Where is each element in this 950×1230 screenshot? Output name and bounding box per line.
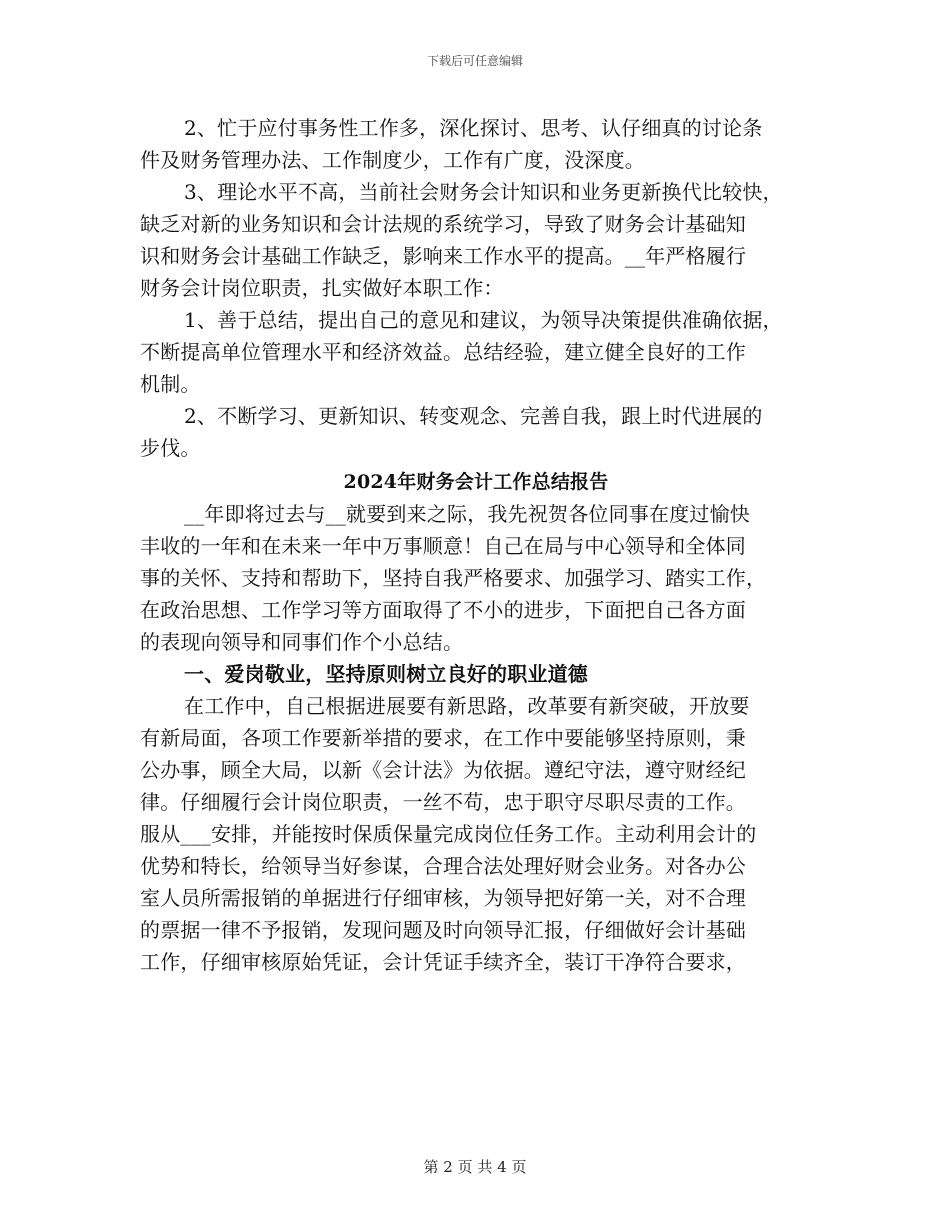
text-line: 的票据一律不予报销，发现问题及时向领导汇报，仔细做好会计基础 [140,918,746,942]
page-header: 下载后可任意编辑 [426,54,523,68]
text-line: 室人员所需报销的单据进行仔细审核，为领导把好第一关，对不合理 [140,886,746,910]
text-line: 工作，仔细审核原始凭证，会计凭证手续齐全，装订干净符合要求， [140,950,746,974]
text-line: 缺乏对新的业务知识和会计法规的系统学习，导致了财务会计基础知 [140,212,746,236]
text-line: 机制。 [140,372,201,396]
text-line: 事的关怀、支持和帮助下，坚持自我严格要求、加强学习、踏实工作， [140,566,767,590]
text-line: 识和财务会计基础工作缺乏，影响来工作水平的提高。__年严格履行 [140,244,747,268]
text-line: 有新局面，各项工作要新举措的要求，在工作中要能够坚持原则，秉 [140,726,746,750]
page-footer: 第 2 页 共 4 页 [423,1158,527,1176]
text-line: 件及财务管理办法、工作制度少，工作有广度，没深度。 [140,148,645,172]
document-body [140,112,812,978]
text-line: 在政治思想、工作学习等方面取得了不小的进步，下面把自己各方面 [140,598,746,622]
text-line: 1、善于总结，提出自己的意见和建议，为领导决策提供准确依据， [184,308,783,332]
text-line: __年即将过去与__就要到来之际，我先祝贺各位同事在度过愉快 [184,502,750,526]
text-line: 的表现向领导和同事们作个小总结。 [140,630,464,654]
section-title: 2024年财务会计工作总结报告 [343,471,609,493]
text-line: 丰收的一年和在未来一年中万事顺意！自己在局与中心领导和全体同 [140,534,746,558]
text-line: 步伐。 [140,436,201,460]
text-line: 财务会计岗位职责，扎实做好本职工作： [140,276,504,300]
text-line: 2、忙于应付事务性工作多，深化探讨、思考、认仔细真的讨论条 [184,116,763,140]
text-line: 在工作中，自己根据进展要有新思路，改革要有新突破，开放要 [184,694,750,718]
text-line: 公办事，顾全大局，以新《会计法》为依据。遵纪守法，遵守财经纪 [140,758,746,782]
text-line: 不断提高单位管理水平和经济效益。总结经验，建立健全良好的工作 [140,340,746,364]
text-line: 优势和特长，给领导当好参谋，合理合法处理好财会业务。对各办公 [140,854,746,878]
text-line: 服从___安排，并能按时保质保量完成岗位任务工作。主动利用会计的 [140,822,757,846]
text-line: 3、理论水平不高，当前社会财务会计知识和业务更新换代比较快， [184,180,783,204]
text-line: 2、不断学习、更新知识、转变观念、完善自我，跟上时代进展的 [184,404,763,428]
section-heading: 一、爱岗敬业，坚持原则树立良好的职业道德 [184,662,588,686]
text-line: 律。仔细履行会计岗位职责，一丝不苟，忠于职守尽职尽责的工作。 [140,790,746,814]
